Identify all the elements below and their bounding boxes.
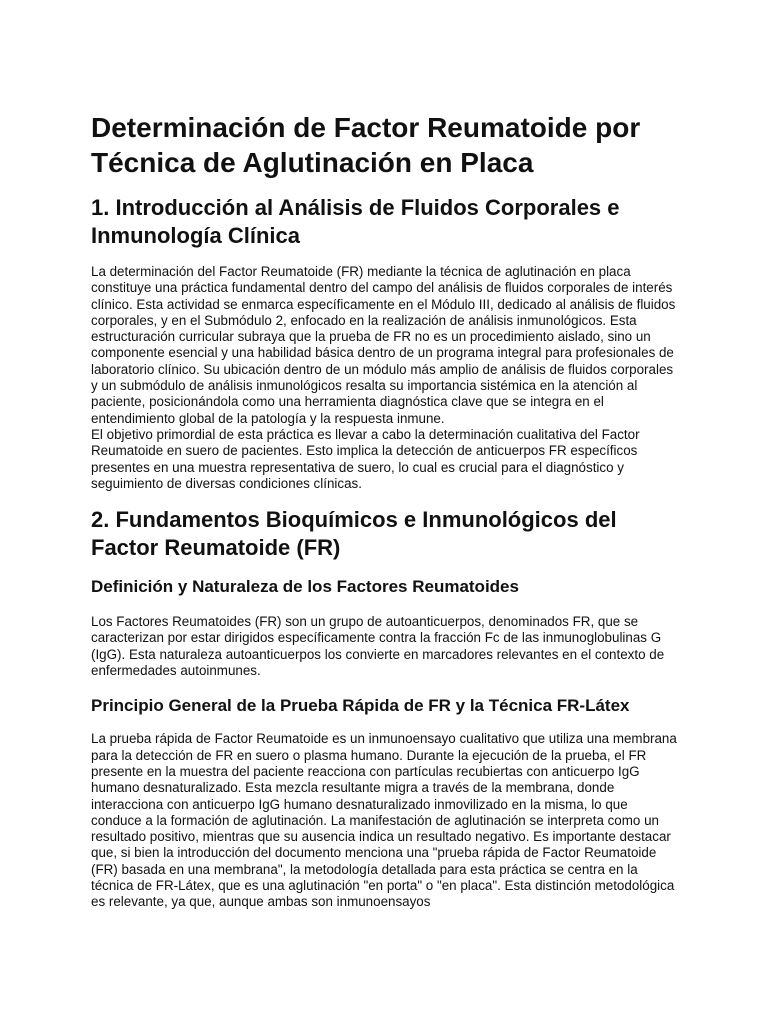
document-page [91, 110, 681, 911]
section-1-paragraph-1: La determinación del Factor Reumatoide (FR) mediante la técnica de aglutinación en placa constituye una práctica fundamental dentro del campo del análisis de fluidos corporales de interés clínico. Esta actividad se enmarca específicamente en el Módulo III, dedicado al análisis de fluidos corporales, y en el Submódulo 2, enfocado en la realización de análisis inmunológicos. Esta estructuración curricular subraya que la prueba de FR no es un procedimiento aislado, sino un componente esencial y una habilidad básica dentro de un programa integral para profesionales de laboratorio clínico. Su ubicación dentro de un módulo más amplio de análisis de fluidos corporales y un submódulo de análisis inmunológicos resalta su importancia sistémica en la atención al paciente, posicionándola como una herramienta diagnóstica clave que se integra en el entendimiento global de la patología y la respuesta inmune. [91, 264, 676, 426]
subsection-principle-paragraph: La prueba rápida de Factor Reumatoide es un inmunoensayo cualitativo que utiliza una membrana para la detección de FR en suero o plasma humano. Durante la ejecución de la prueba, el FR presente en la muestra del paciente reacciona con partículas recubiertas con anticuerpo IgG humano desnaturalizado. Esta mezcla resultante migra a través de la membrana, donde interacciona con anticuerpo IgG humano desnaturalizado inmovilizado en la misma, lo que conduce a la formación de aglutinación. La manifestación de aglutinación se interpreta como un resultado positivo, mientras que su ausencia indica un resultado negativo. Es importante destacar que, si bien la introducción del documento menciona una "prueba rápida de Factor Reumatoide (FR) basada en una membrana", la metodología detallada para esta práctica se centra en la técnica de FR-Látex, que es una aglutinación "en porta" o "en placa". Esta distinción metodológica es relevante, ya que, aunque ambas son inmunoensayos [91, 731, 677, 910]
subsection-definition-heading: Definición y Naturaleza de los Factores Reumatoides [91, 577, 519, 597]
subsection-definition-paragraph: Los Factores Reumatoides (FR) son un grupo de autoanticuerpos, denominados FR, que se caracterizan por estar dirigidos específicamente contra la fracción Fc de las inmunoglobulinas G (IgG). Esta naturaleza autoanticuerpos los convierte en marcadores relevantes en el contexto de enfermedades autoinmunes. [91, 614, 665, 679]
document-title: Determinación de Factor Reumatoide por Técnica de Aglutinación en Placa [91, 112, 641, 178]
section-1-paragraph-2: El objetivo primordial de esta práctica es llevar a cabo la determinación cualitativa del Factor Reumatoide en suero de pacientes. Esto implica la detección de anticuerpos FR específicos presentes en una muestra representativa de suero, lo cual es crucial para el diagnóstico y seguimiento de diversas condiciones clínicas. [91, 426, 640, 491]
subsection-principle-heading: Principio General de la Prueba Rápida de FR y la Técnica FR-Látex [91, 696, 630, 716]
section-2-heading: 2. Fundamentos Bioquímicos e Inmunológicos del Factor Reumatoide (FR) [91, 507, 617, 561]
section-1-heading: 1. Introducción al Análisis de Fluidos Corporales e Inmunología Clínica [91, 195, 620, 248]
